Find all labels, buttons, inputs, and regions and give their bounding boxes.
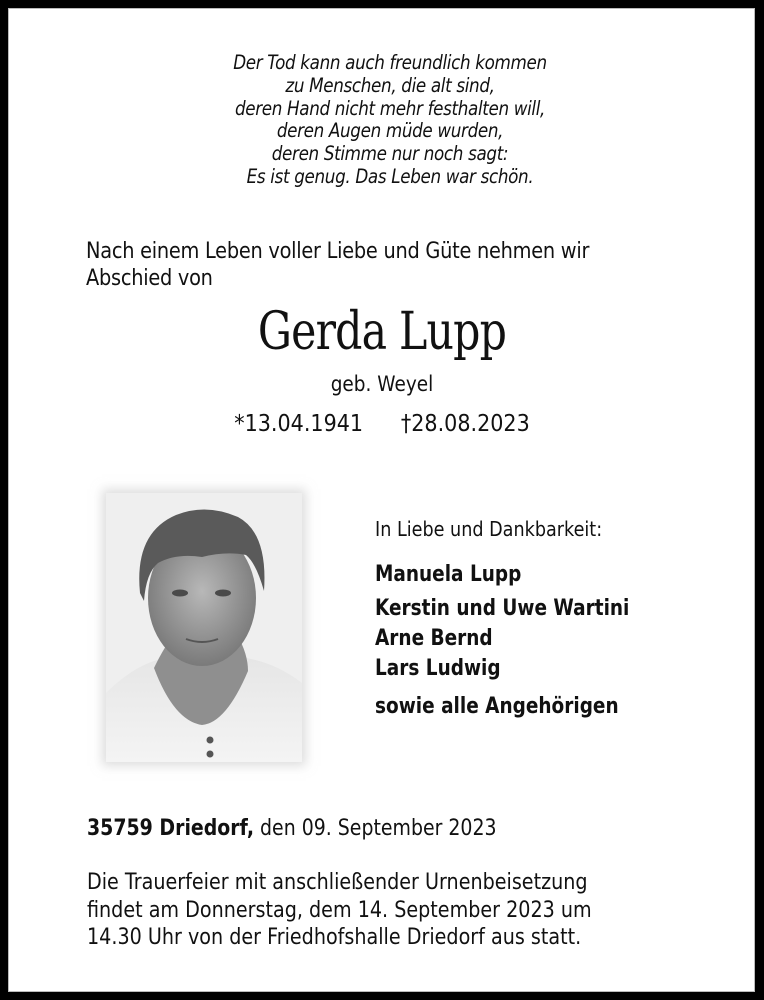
intro-line: Abschied von (86, 266, 213, 291)
birth-date: 13.04.1941 (244, 411, 364, 437)
portrait-illustration (106, 493, 302, 762)
mourner: sowie alle Angehörigen (375, 694, 619, 719)
poem-line: Der Tod kann auch freundlich kommen (233, 51, 547, 74)
life-dates (38, 411, 726, 437)
deceased-name: Gerda Lupp (257, 302, 507, 362)
ceremony-line: findet am Donnerstag, dem 14. September 2023 um (87, 897, 592, 923)
intro-line: Nach einem Leben voller Liebe und Güte nehmen wir (86, 239, 590, 264)
intro-text (86, 238, 632, 292)
place: 35759 Driedorf, (87, 816, 255, 841)
mourner: Kerstin und Uwe Wartini (375, 596, 630, 621)
poem-line: deren Stimme nur noch sagt: (271, 142, 509, 166)
maiden-name: geb. Weyel (330, 372, 434, 396)
portrait-photo (106, 493, 302, 762)
thanks-heading: In Liebe und Dankbarkeit: (375, 517, 603, 541)
poem-line: zu Menschen, die alt sind, (285, 73, 495, 97)
mourner: Lars Ludwig (375, 656, 501, 681)
place-date (87, 816, 497, 841)
mourners-list (375, 560, 629, 722)
poem-line: deren Augen müde wurden, (276, 119, 504, 143)
death-cross-icon: † (400, 411, 412, 437)
ceremony-info (87, 869, 592, 952)
notice-date: den 09. September 2023 (254, 816, 497, 841)
birth-star-icon: * (234, 411, 245, 437)
ceremony-line: 14.30 Uhr von der Friedhofshalle Driedorf aus statt. (87, 925, 582, 950)
poem-line: Es ist genug. Das Leben war schön. (246, 164, 534, 188)
mourner: Arne Bernd (375, 626, 493, 651)
poem (61, 52, 718, 189)
poem-line: deren Hand nicht mehr festhalten will, (234, 96, 546, 120)
ceremony-line: Die Trauerfeier mit anschließender Urnenbeisetzung (87, 870, 588, 895)
death-date: 28.08.2023 (411, 411, 530, 437)
mourner: Manuela Lupp (375, 562, 522, 587)
